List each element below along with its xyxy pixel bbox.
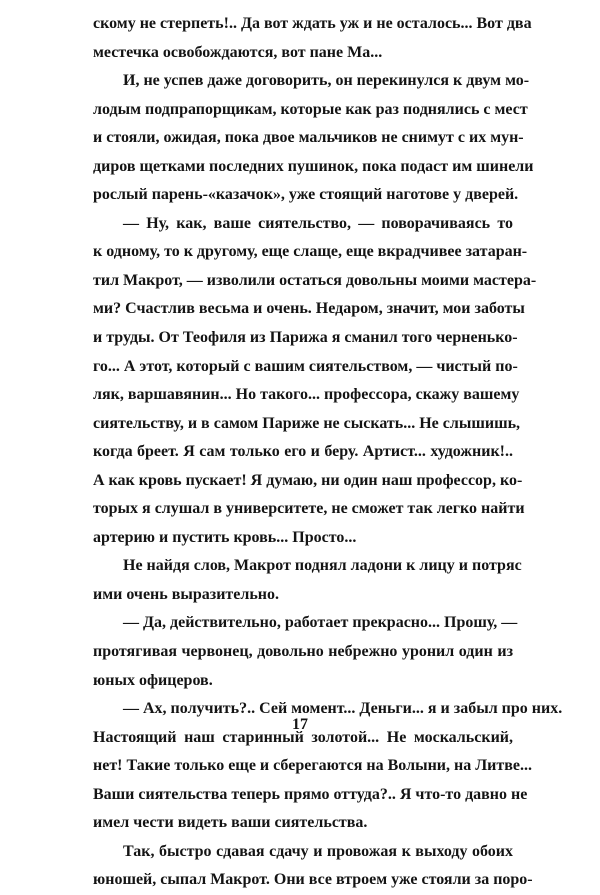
text-line: лодым подпрапорщикам, которые как раз поднялись с мест (93, 100, 528, 118)
text-line: сиятельству, и в самом Париже не сыскать... Не слышишь, (93, 414, 521, 432)
paragraph-start-line: — Ах, получить?.. Сей момент... Деньги... я и забыл про них. (123, 700, 563, 718)
text-line: го... А этот, который с вашим сиятельством, — чистый по- (93, 357, 518, 375)
text-line: нет! Такие только еще и сберегаются на Волыни, на Литве... (93, 757, 532, 775)
text-line: и труды. От Теофиля из Парижа я сманил того черненько- (93, 329, 518, 347)
text-line: когда бреет. Я сам только его и беру. Артист... художник!.. (93, 443, 513, 461)
text-line: диров щетками последних пушинок, пока подаст им шинели (93, 157, 534, 175)
text-line: Настоящий наш старинный золотой... Не москальский, (93, 728, 513, 746)
paragraph-start-line: Не найдя слов, Макрот поднял ладони к лицу и потряс (123, 557, 522, 575)
text-line: торых я слушал в университете, не сможет так легко найти (93, 500, 525, 518)
paragraph-start-line: — Да, действительно, работает прекрасно... Прошу, — (123, 614, 518, 632)
text-line: протягивая червонец, довольно небрежно уронил один из (93, 643, 513, 661)
paragraph-end-line: юных офицеров. (93, 671, 213, 689)
page-number: 17 (292, 716, 308, 733)
paragraph-end-line: ими очень выразительно. (93, 585, 280, 603)
text-line: Ваши сиятельства теперь прямо оттуда?.. Я что-то давно не (93, 785, 528, 803)
paragraph-end-line: местечка освобождаются, вот пане Ма... (93, 43, 383, 61)
paragraph-start-line: — Ну, как, ваше сиятельство, — поворачиваясь то (123, 214, 513, 232)
text-line: и стояли, ожидая, пока двое мальчиков не снимут с их мун- (93, 129, 524, 147)
page-text (93, 10, 563, 895)
text-line: ми? Счастлив весьма и очень. Недаром, значит, мои заботы (93, 300, 525, 318)
paragraph-end-line: артерию и пустить кровь... Просто... (93, 528, 357, 546)
text-line: к одному, то к другому, еще слаще, еще вкрадчивее затаран- (93, 243, 528, 261)
paragraph-start-line: И, не успев даже договорить, он перекинулся к двум мо- (123, 72, 530, 90)
paragraph-start-line: Так, быстро сдавая сдачу и провожая к выходу обоих (123, 842, 513, 860)
text-line: юношей, сыпал Макрот. Они все втроем уже стояли за поро- (93, 871, 533, 889)
paragraph-end-line: рослый парень-«казачок», уже стоящий наготове у дверей. (93, 186, 519, 204)
text-line: А как кровь пускает! Я думаю, ни один наш профессор, ко- (93, 471, 523, 489)
text-line: скому не стерпеть!.. Да вот ждать уж и не осталось... Вот два (93, 15, 532, 32)
text-line: тил Макрот, — изволили остаться довольны моими мастера- (93, 271, 537, 289)
paragraph-end-line: имел чести видеть ваши сиятельства. (93, 814, 368, 832)
text-line: ляк, варшавянин... Но такого... профессора, скажу вашему (93, 386, 520, 404)
